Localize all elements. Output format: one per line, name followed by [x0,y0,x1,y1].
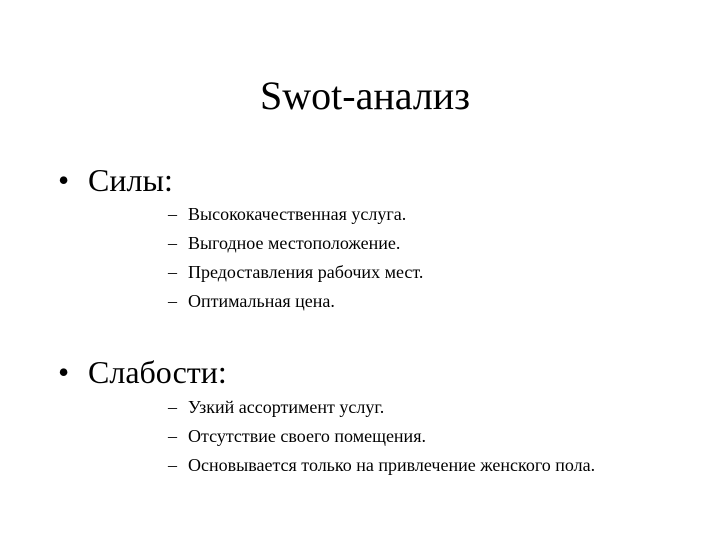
bullet-icon: • [58,162,70,198]
list-item-text: Основывается только на привлечение женского пола. [188,455,596,475]
dash-icon: – [168,262,177,282]
list-item-text: Высококачественная услуга. [188,204,407,224]
section-heading-text: Силы: [88,162,173,198]
list-item-text: Предоставления рабочих мест. [188,262,424,282]
slide-title-text: Swot-анализ [260,73,470,118]
list-item [168,200,423,229]
dash-icon: – [168,233,177,253]
list-item [168,451,595,480]
section-weaknesses-heading [58,354,227,390]
dash-icon: – [168,397,177,417]
dash-icon: – [168,291,177,311]
list-item-text: Выгодное местоположение. [188,233,401,253]
slide-title [0,72,720,120]
dash-icon: – [168,426,177,446]
list-item [168,258,423,287]
list-item [168,229,423,258]
weaknesses-list [168,393,595,480]
list-item-text: Оптимальная цена. [188,291,335,311]
section-strengths-heading [58,162,173,198]
dash-icon: – [168,204,177,224]
bullet-icon: • [58,354,70,390]
list-item-text: Узкий ассортимент услуг. [188,397,385,417]
dash-icon: – [168,455,177,475]
list-item [168,287,423,316]
strengths-list [168,200,423,316]
list-item [168,422,595,451]
list-item [168,393,595,422]
list-item-text: Отсутствие своего помещения. [188,426,426,446]
section-heading-text: Слабости: [88,354,227,390]
